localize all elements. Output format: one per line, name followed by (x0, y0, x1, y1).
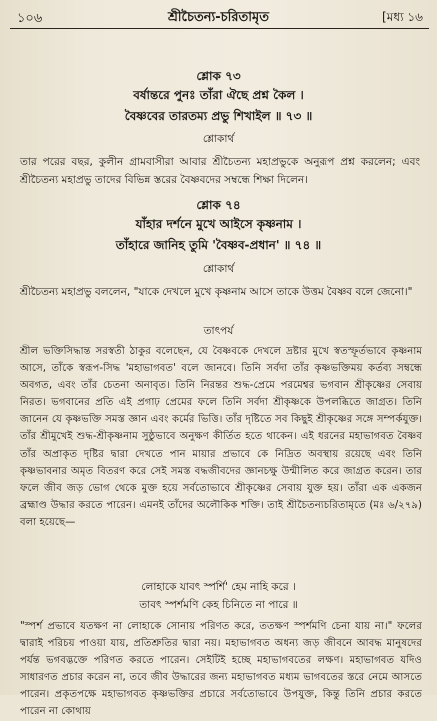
purport-continuation-text: "স্পর্শ প্রভাবে যতক্ষণ না লোহাকে সোনায় পরিণত করে, ততক্ষণ স্পর্শমণি চেনা যায় না।" ফলের দ্বারাই পরিচয় পাওয়া যায়, প্রতিশ্রুতির দ্বারা নয়। মহাভাগবত অধন্য জড় জীবনে আবদ্ধ মানুষদের পর্যন্ত ভগবদ্ভক্তে পরিণত করতে পারেন। সেইটিই হচ্ছে মহাভাগবতের লক্ষণ। মহাভাগবত যদিও সাধারণত প্রচার করেন না, তবে জীব উদ্ধারের জন্য মহাভাগবত মধ্যম ভাগবতের স্তরে নেমে আসতে পারেন। প্রকৃতপক্ষে মহাভাগবত কৃষ্ণভক্তির প্রচারে সর্বতোভাবে উপযুক্ত, কিন্তু তিনি প্রচার করতে পারেন না কোথায় (20, 621, 422, 718)
header-rule (10, 28, 429, 29)
page-number: ১০৬ (17, 11, 43, 26)
chapter-reference: [মধ্য ১৬ (382, 10, 423, 24)
translation-73-heading: শ্লোকার্থ (202, 133, 235, 145)
verse-73-label: শ্লোক ৭৩ (196, 69, 241, 83)
verse-73-line-1: বর্ষান্তরে পুনঃ তাঁরা ঐছে প্রশ্ন কৈল । (133, 88, 304, 102)
running-title: শ্রীচৈতন্য-চরিতামৃত (167, 10, 270, 25)
page-header (0, 0, 437, 30)
quote-line-2: তাবৎ স্পর্শমণি কেহ চিনিতে না পারে ॥ (139, 599, 298, 611)
verse-73-line-2: বৈষ্ণবের তারতম্য প্রভু শিখাইল ॥ ৭৩ ॥ (124, 109, 313, 123)
purport-heading: তাৎপর্য (203, 325, 234, 337)
verse-74-line-2: তাঁহারে জানিহ তুমি 'বৈষ্ণব-প্রধান' ॥ ৭৪ ॥ (115, 238, 322, 252)
translation-73-text: তার পরের বছর, কুলীন গ্রামবাসীরা আবার শ্রীচৈতন্য মহাপ্রভুকে অনুরূপ প্রশ্ন করলেন; এবং শ্রীচৈতন্য মহাপ্রভু তাদের বিভিন্ন স্তরের বৈষ্ণবদের সম্বন্ধে শিক্ষা দিলেন। (20, 156, 420, 186)
purport-text: শ্রীল ভক্তিসিদ্ধান্ত সরস্বতী ঠাকুর বলেছেন, যে বৈষ্ণবকে দেখলে দ্রষ্টার মুখে স্বতস্ফূর্তভাবে কৃষ্ণনাম আসে, তাঁকে স্বরূপ-সিদ্ধ 'মহাভাগবত' বলে জানবে। তিনি সর্বদা তাঁর কৃষ্ণভক্তিময় কর্তব্য সম্বন্ধে অবগত, এবং তাঁর চেতনা অনাবৃত। তিনি নিরন্তর শুদ্ধ-প্রেমে পরমেশ্বর ভগবান শ্রীকৃষ্ণের সেবায় নিরত। ভগবানের প্রতি এই প্রগাঢ় প্রেমের ফলে তিনি সর্বদা শ্রীকৃষ্ণকে উপলব্ধিতে জাগ্রত। তিনি জানেন যে কৃষ্ণভক্তি সমস্ত জ্ঞান এবং কর্মের ভিত্তি। তাঁর দৃষ্টিতে সব কিছুই শ্রীকৃষ্ণের সঙ্গে সম্পর্কযুক্ত। তাঁর শ্রীমুখেই শুদ্ধ-শ্রীকৃষ্ণনাম সুষ্ঠুভাবে অনুক্ষণ কীর্তিত হতে থাকেন। এই ধরনের মহাভাগবত বৈষ্ণব তাঁর অপ্রাকৃত দৃষ্টির দ্বারা দেখতে পান মায়ার প্রভাবে কে নিদ্রিত অবস্থায় রয়েছে এবং তিনি কৃষ্ণভাবনার অমৃত বিতরণ করে সেই সমস্ত বদ্ধজীবদের জ্ঞানচক্ষু উন্মীলিত করে জাগ্রত করেন। তার ফলে জীব জড় ভোগ থেকে মুক্ত হয়ে সর্বতোভাবে শ্রীকৃষ্ণের সেবায় যুক্ত হয়। তাঁরা এক একজন ব্রহ্মাণ্ড উদ্ধার করতে পারেন। এমনই তাঁদের অলৌকিক শক্তি। তাই শ্রীচৈতন্যচরিতামৃতে (মঃ ৬/২৭৯) বলা হয়েছে— (20, 346, 422, 528)
translation-74-heading: শ্লোকার্থ (202, 263, 235, 275)
verse-74-label: শ্লোক ৭৪ (196, 198, 241, 212)
quote-line-1: লোহাকে যাবৎ স্পর্শি' হেম নাহি করে । (141, 581, 296, 593)
translation-74-text: শ্রীচৈতন্য মহাপ্রভু বললেন, "যাকে দেখলে মুখে কৃষ্ণনাম আসে তাকে উত্তম বৈষ্ণব বলে জেনো।" (20, 286, 413, 298)
verse-74-line-1: যাঁহার দর্শনে মুখে আইসে কৃষ্ণনাম । (135, 217, 302, 231)
